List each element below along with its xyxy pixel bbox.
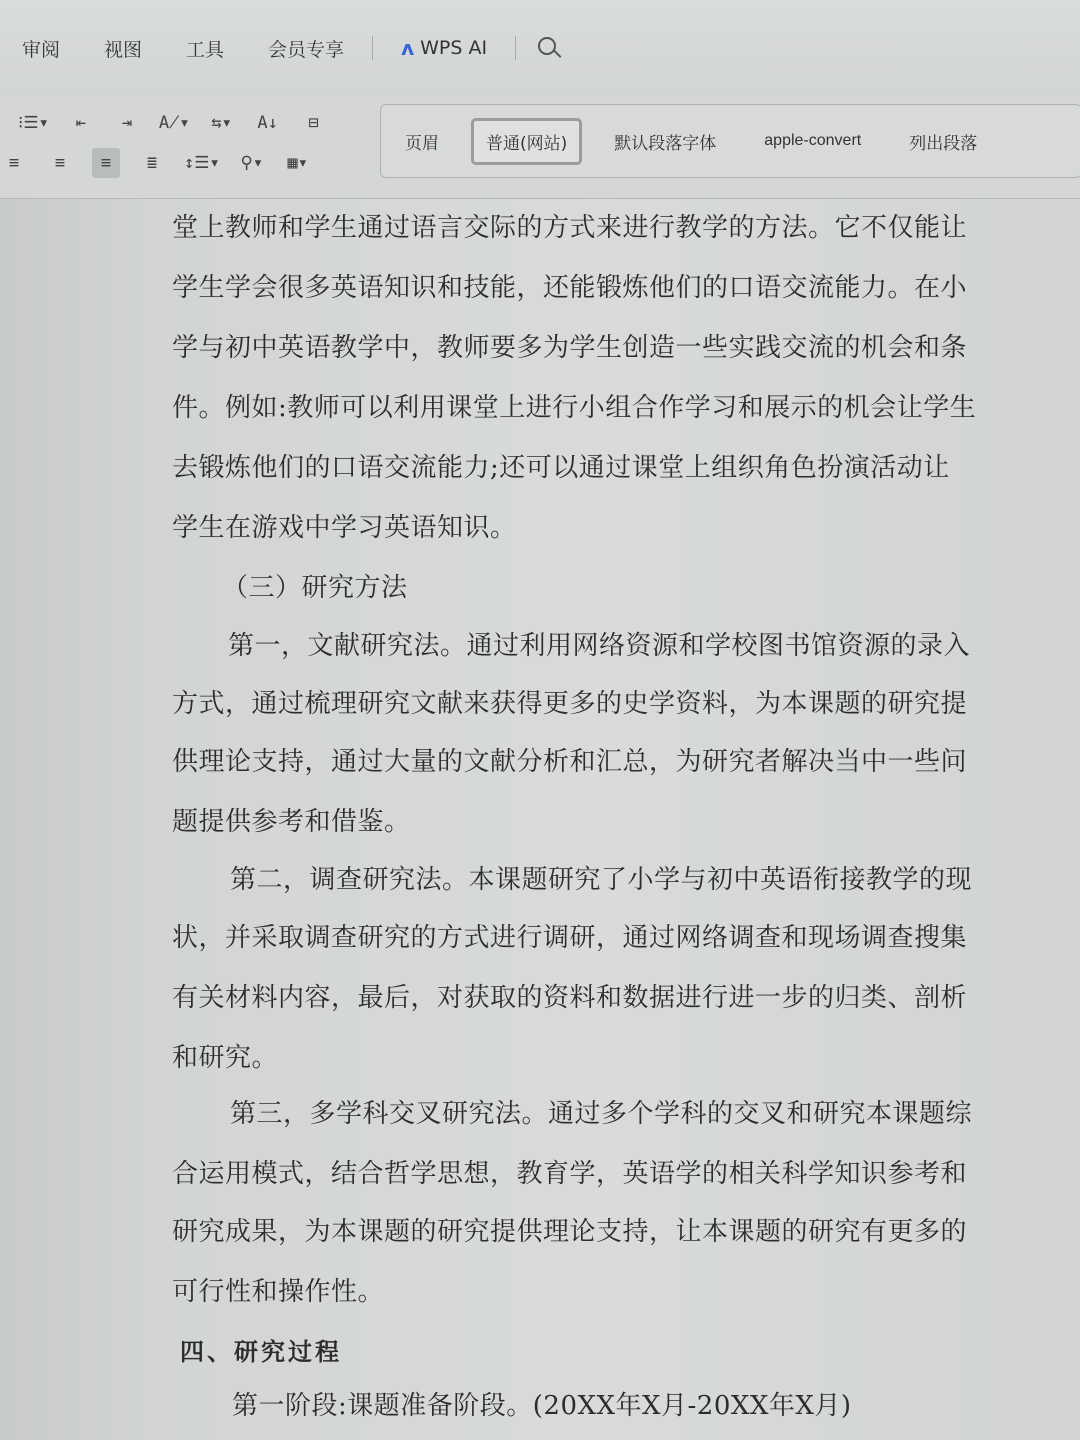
text-line: 有关材料内容，最后，对获取的资料和数据进行进一步的归类、剖析 — [172, 983, 968, 1013]
section-subheading: （三）研究方法 — [222, 573, 408, 603]
style-default-paragraph-font[interactable]: 默认段落字体 — [614, 133, 717, 154]
text-direction-button[interactable]: ⇆▾ — [211, 113, 232, 133]
style-header[interactable]: 页眉 — [405, 133, 439, 154]
search-icon[interactable] — [536, 35, 562, 61]
menu-view[interactable]: 视图 — [104, 38, 143, 61]
distribute-button[interactable]: ≣ — [146, 153, 158, 173]
style-list-paragraph[interactable]: 列出段落 — [909, 133, 978, 154]
increase-indent-button[interactable]: ⇥ — [121, 113, 133, 133]
align-center-button[interactable]: ≡ — [54, 153, 66, 173]
shading-button[interactable]: ⚲▾ — [240, 153, 264, 173]
align-left-button[interactable]: ≡ — [8, 153, 20, 173]
text-line: 学生在游戏中学习英语知识。 — [172, 513, 517, 543]
text-line: 合运用模式，结合哲学思想，教育学，英语学的相关科学知识参考和 — [172, 1159, 968, 1189]
toolbar-row-2 — [0, 148, 312, 178]
menu-member[interactable]: 会员专享 — [268, 38, 345, 61]
menu-review[interactable]: 审阅 — [22, 38, 61, 61]
line-spacing-button[interactable]: ↕☰▾ — [184, 153, 220, 173]
style-normal-web[interactable]: 普通(网站) — [471, 118, 582, 165]
menu-divider — [515, 36, 516, 60]
borders-button[interactable]: ▦▾ — [287, 153, 308, 173]
text-line: 第一阶段:课题准备阶段。(20XX年X月-20XX年X月) — [232, 1391, 852, 1421]
text-line: 状，并采取调查研究的方式进行调研，通过网络调查和现场调查搜集 — [172, 923, 968, 953]
wps-ai-label: WPS AI — [420, 37, 488, 59]
style-apple-convert[interactable]: apple-convert — [764, 132, 862, 149]
text-line: 件。例如:教师可以利用课堂上进行小组合作学习和展示的机会让学生 — [172, 393, 977, 423]
text-line: 学生学会很多英语知识和技能，还能锻炼他们的口语交流能力。在小 — [172, 273, 968, 303]
text-line: 可行性和操作性。 — [172, 1277, 385, 1307]
text-line: 方式，通过梳理研究文献来获得更多的史学资料，为本课题的研究提 — [172, 689, 968, 719]
document-page[interactable] — [0, 199, 1080, 1440]
text-line: 去锻炼他们的口语交流能力;还可以通过课堂上组织角色扮演活动让 — [172, 453, 950, 483]
clear-format-button[interactable]: A̸▾ — [158, 113, 190, 133]
align-justify-button[interactable]: ≡ — [92, 148, 120, 178]
text-line: 供理论支持，通过大量的文献分析和汇总，为研究者解决当中一些问 — [172, 747, 968, 777]
list-dropdown-button[interactable]: ⁝☰▾ — [18, 113, 49, 133]
menu-bar — [0, 0, 1080, 96]
text-line: 第一，文献研究法。通过利用网络资源和学校图书馆资源的录入 — [228, 631, 971, 661]
toolbar-row-1 — [18, 108, 328, 138]
text-line: 堂上教师和学生通过语言交际的方式来进行教学的方法。它不仅能让 — [172, 213, 968, 243]
text-line: 题提供参考和借鉴。 — [172, 807, 411, 837]
text-line: 学与初中英语教学中，教师要多为学生创造一些实践交流的机会和条 — [172, 333, 968, 363]
text-line: 和研究。 — [172, 1043, 279, 1073]
section-heading: 四、研究过程 — [180, 1338, 342, 1366]
menu-tools[interactable]: 工具 — [186, 38, 225, 61]
text-line: 第二，调查研究法。本课题研究了小学与初中英语衔接教学的现 — [230, 865, 973, 895]
show-marks-button[interactable]: ⊟ — [308, 113, 319, 133]
text-line: 第三，多学科交叉研究法。通过多个学科的交叉和研究本课题综 — [230, 1099, 973, 1129]
menu-wps-ai[interactable] — [379, 36, 509, 60]
style-gallery — [380, 104, 1080, 178]
menu-divider — [372, 36, 373, 60]
wps-ai-logo-icon: ʌ — [401, 36, 415, 60]
decrease-indent-button[interactable]: ⇤ — [75, 113, 87, 133]
text-line: 研究成果，为本课题的研究提供理论支持，让本课题的研究有更多的 — [172, 1217, 968, 1247]
sort-button[interactable]: A↓ — [257, 113, 278, 133]
